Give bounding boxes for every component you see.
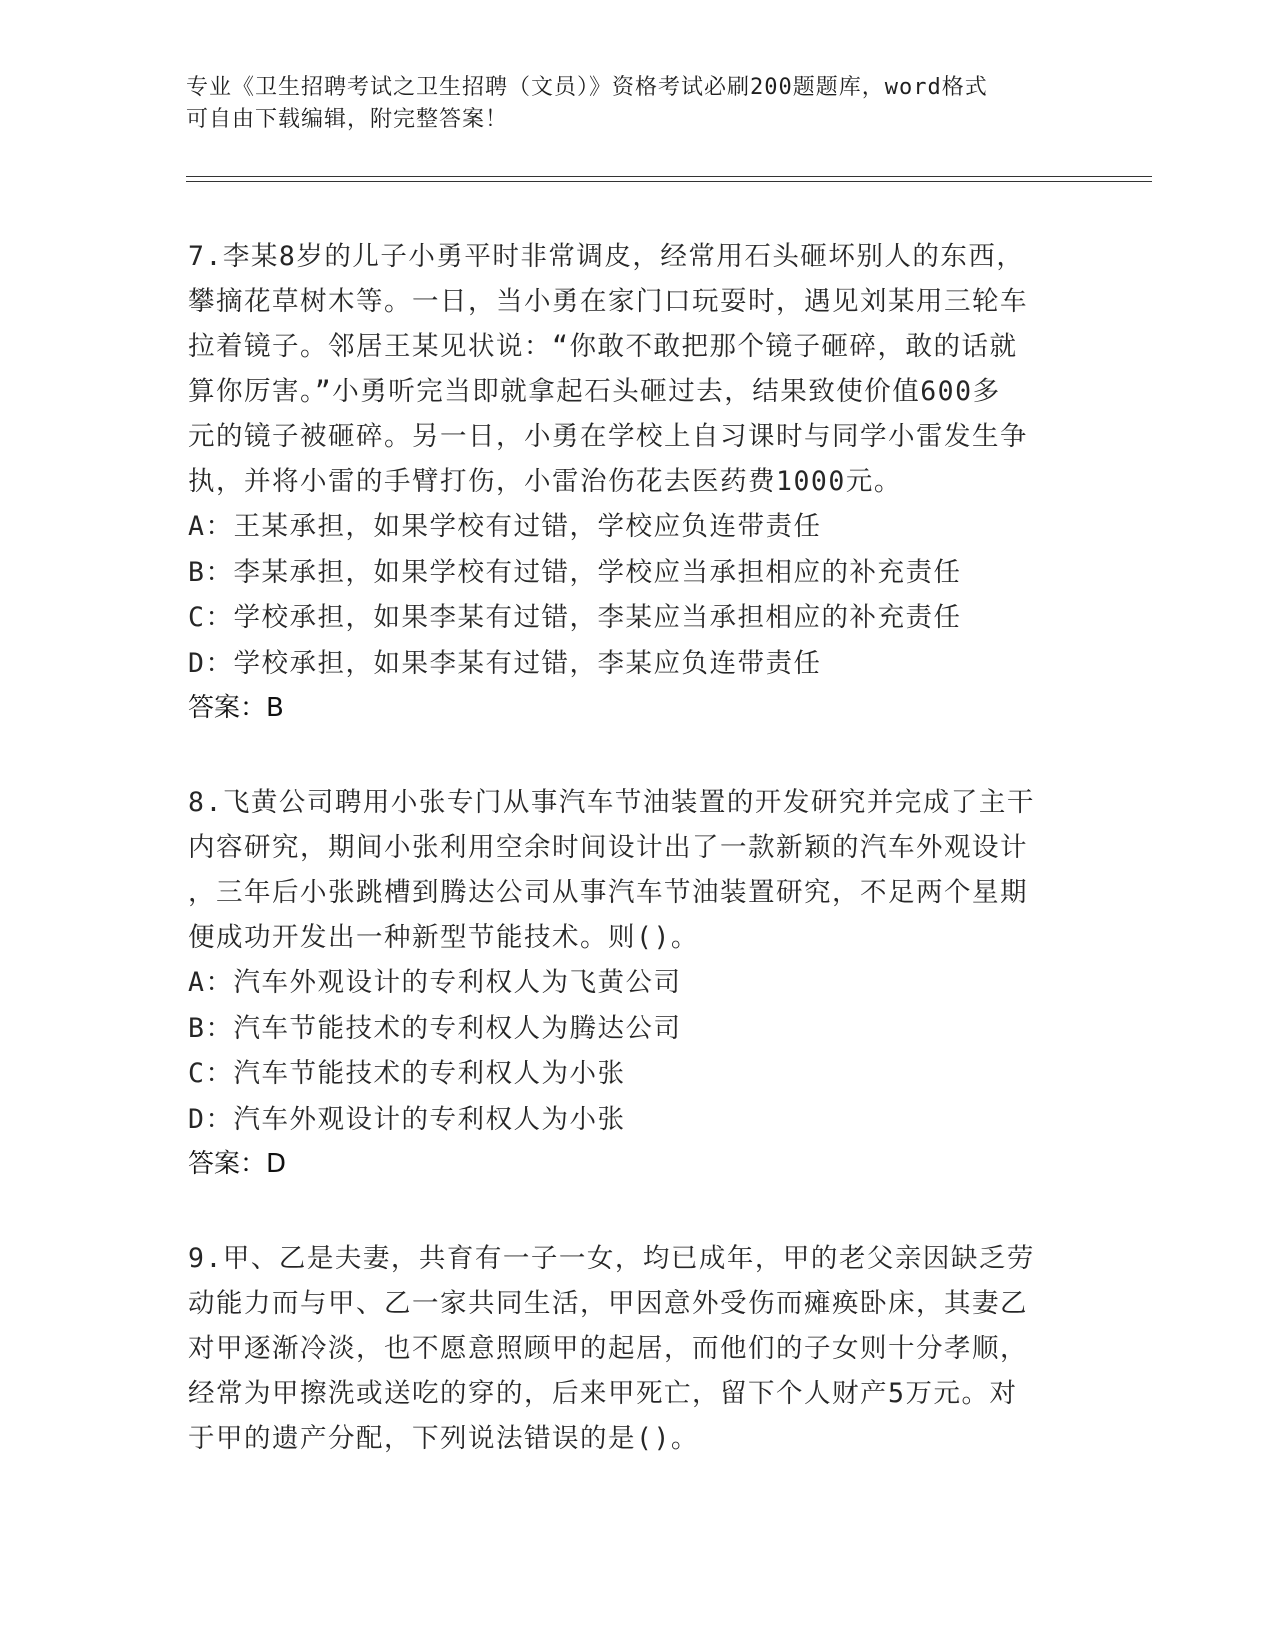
- question-9: [188, 1236, 1068, 1461]
- question-stem-line: 于甲的遗产分配，下列说法错误的是()。: [188, 1423, 699, 1454]
- option-b: B：李某承担，如果学校有过错，学校应当承担相应的补充责任: [188, 556, 962, 588]
- header-line-1: 专业《卫生招聘考试之卫生招聘（文员）》资格考试必刷200题题库，word格式: [186, 75, 988, 100]
- question-8: [188, 780, 1068, 1187]
- header-line-2: 可自由下载编辑，附完整答案！: [186, 107, 509, 132]
- question-stem-line: 便成功开发出一种新型节能技术。则()。: [188, 922, 699, 953]
- question-stem-line: 执，并将小雷的手臂打伤，小雷治伤花去医药费1000元。: [188, 466, 902, 497]
- question-stem-line: 8.飞黄公司聘用小张专门从事汽车节油装置的开发研究并完成了主干: [188, 787, 1035, 818]
- question-stem-line: 7.李某8岁的儿子小勇平时非常调皮，经常用石头砸坏别人的东西，: [188, 241, 1025, 272]
- option-c: C：学校承担，如果李某有过错，李某应当承担相应的补充责任: [188, 602, 962, 633]
- option-a: A：王某承担，如果学校有过错，学校应负连带责任: [188, 511, 822, 542]
- question-7: [188, 234, 1068, 731]
- question-stem-line: ，三年后小张跳槽到腾达公司从事汽车节油装置研究，不足两个星期: [188, 877, 1028, 908]
- question-stem-line: 元的镜子被砸碎。另一日，小勇在学校上自习课时与同学小雷发生争: [188, 421, 1028, 452]
- option-d: D：学校承担，如果李某有过错，李某应负连带责任: [188, 647, 822, 679]
- option-b: B：汽车节能技术的专利权人为腾达公司: [188, 1012, 682, 1044]
- header-rule-top: [186, 176, 1152, 177]
- question-stem-line: 9.甲、乙是夫妻，共育有一子一女，均已成年，甲的老父亲因缺乏劳: [188, 1243, 1035, 1274]
- question-stem-line: 拉着镜子。邻居王某见状说：“你敢不敢把那个镜子砸碎，敢的话就: [188, 331, 1018, 362]
- header-rule-bottom: [186, 181, 1152, 182]
- question-stem-line: 内容研究，期间小张利用空余时间设计出了一款新颖的汽车外观设计: [188, 832, 1028, 863]
- question-stem-line: 算你厉害。”小勇听完当即就拿起石头砸过去，结果致使价值600多: [188, 376, 1001, 407]
- question-stem-line: 经常为甲擦洗或送吃的穿的，后来甲死亡，留下个人财产5万元。对: [188, 1378, 1018, 1409]
- option-a: A：汽车外观设计的专利权人为飞黄公司: [188, 967, 682, 998]
- answer-label: 答案：D: [188, 1149, 287, 1179]
- question-stem-line: 动能力而与甲、乙一家共同生活，甲因意外受伤而瘫痪卧床，其妻乙: [188, 1288, 1028, 1319]
- answer-label: 答案：B: [188, 693, 284, 723]
- option-d: D：汽车外观设计的专利权人为小张: [188, 1103, 626, 1135]
- question-stem-line: 攀摘花草树木等。一日，当小勇在家门口玩耍时，遇见刘某用三轮车: [188, 286, 1028, 317]
- question-stem-line: 对甲逐渐冷淡，也不愿意照顾甲的起居，而他们的子女则十分孝顺，: [188, 1333, 1028, 1364]
- document-header: [186, 72, 1066, 136]
- option-c: C：汽车节能技术的专利权人为小张: [188, 1058, 626, 1089]
